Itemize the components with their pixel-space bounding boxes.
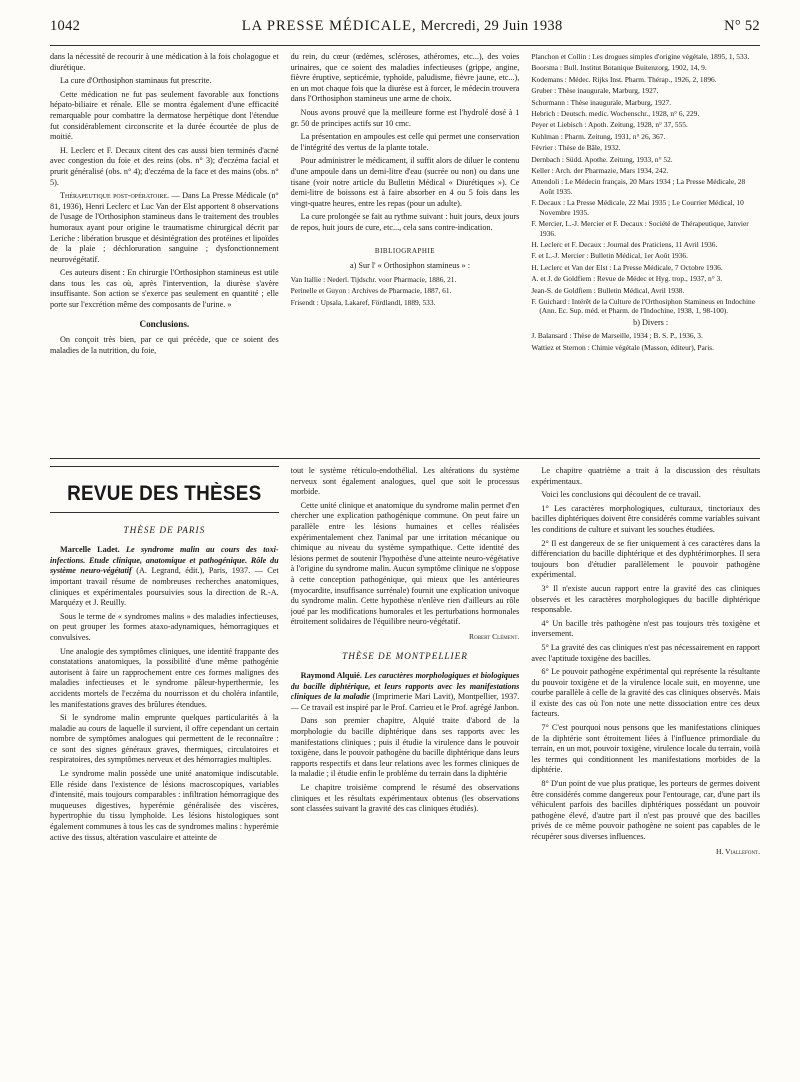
bibliography-entry: F. Mercier, L.-J. Mercier et F. Decaux : Société de Thérapeutique, Janvier 1936.: [531, 219, 749, 238]
running-head: [50, 18, 760, 38]
these-title: Les caractères morphologiques et biologiques du bacille diphtérique, et leurs rapports avec les manifestations cliniques de la maladie: [290, 671, 520, 702]
signature: H. Viallefont.: [715, 846, 761, 856]
bibliography-entry: F. et L.-J. Mercier : Bulletin Médical, 1er Août 1936.: [531, 251, 688, 261]
conclusion-item: 5° La gravité des cas cliniques n'est pas nécessairement en rapport avec l'aptitude toxigène des bacilles.: [531, 642, 761, 663]
paragraph: On conçoit très bien, par ce qui précède, que ce soient des maladies de la nutrition, du foie,: [50, 335, 279, 355]
bibliography-entry: Peyer et Liebisch : Apoth. Zeitung, 1928, n° 37, 555.: [531, 120, 688, 130]
bibliography-entry: Frisendt : Upsala, Lakaref, Fördlandl, 1889, 533.: [290, 297, 436, 307]
conclusion-item: 3° Il n'existe aucun rapport entre la gravité des cas cliniques observés et les caractères morphologiques du bacille diphtérique responsable.: [531, 583, 761, 615]
bibliography-entry: Kodemans : Médec. Rijks Inst. Pharm. Thérap., 1926, 2, 1896.: [531, 74, 717, 84]
issue-date: Mercredi, 29 Juin 1938: [420, 18, 563, 34]
conclusion-item: 7° C'est pourquoi nous pensons que les manifestations cliniques de la diphtérie sont étroitement liées à l'influence primordiale du terrain, en un mot, pouvoir toxigène, virulence locale du terrain, voilà les termes qui conditionnent les manifestations morbides de la diphtérie.: [531, 723, 761, 775]
these-entry: [291, 671, 520, 713]
bibliography-entry: H. Leclerc et Van der Elst : La Presse Médicale, 7 Octobre 1936.: [531, 262, 723, 272]
revue-title: REVUE DES THÈSES: [67, 482, 262, 505]
paragraph: Si le syndrome malin emprunte quelques particularités à la maladie au cours de laquelle il survient, il offre cependant un certain nombre de symptômes analogues qui permettent de le reconnaître : ce sont des signes généraux graves, thermiques, circulatoires et respiratoires, des symptômes nerveux et des hémorragies multiples.: [50, 713, 279, 765]
bibliography-subheading: a) Sur l' « Orthosiphon stamineus » :: [350, 261, 470, 271]
bibliography-entry: Wattiez et Sternon : Chimie végétale (Masson, éditeur), Paris.: [531, 342, 715, 352]
bibliography-entry: F. Decaux : La Presse Médicale, 22 Mai 1935 ; Le Courrier Médical, 10 Novembre 1935.: [531, 198, 744, 217]
bibliography-entry: Jean-S. de Goldfiem : Bulletin Médical, Avril 1938.: [531, 285, 685, 295]
bibliography-entry: Boorsma : Bull. Institut Botanique Buitenzorg, 1902, 14, 9.: [531, 63, 707, 73]
top-column-3: [531, 52, 760, 452]
these-publication: (Imprimerie Mari Lavit), Montpellier, 1937. — Ce travail est inspiré par le Prof. Carrieu et le Prof. agrégé Janbon.: [290, 692, 520, 712]
paragraph: Cette unité clinique et anatomique du syndrome malin permet d'en chercher une explication pathogénique commune. On peut faire un parallèle entre les lésions humaines et celles réalisées expérimentalement chez l'animal par une irritation mécanique ou chimique au niveau du système sympathique. Cette identité des lésions permet de soutenir l'hypothèse d'une atteinte neuro-végétative à l'origine du syndrome malin. Aucun symptôme clinique ne s'oppose à cette conception pathogénique, qui mieux que les antérieures (myocardite, insuffisance surrénale) fournit une explication univoque du syndrome malin. Cette hypothèse n'enlève rien d'ailleurs au rôle joué par les modifications humorales et les perturbations hormonales étroitement solidaires de l'équilibre neuro-végétatif.: [290, 500, 520, 627]
paragraph: La cure prolongée se fait au rythme suivant : huit jours, deux jours de repos, huit jours de cure, etc..., cela sans contre-indication.: [290, 212, 520, 232]
journal-masthead: [242, 18, 563, 35]
bibliography-entry: A. et J. de Goldfiem : Revue de Médec et Hyg. trop., 1937, n° 3.: [531, 274, 723, 284]
paragraph: Le syndrome malin possède une unité anatomique indiscutable. Elle réside dans l'existence de lésions macroscopiques, variables d'intensité, mais toujours comparables : infiltration hémorragique des muqueuses digestives, hyperémie généralisée des viscères, hypertrophie du tissu lymphoïde. Les lésions histologiques sont également communes à tous les cas de syndromes malins : hyperémie active des tissus, altération vasculaire et atteinte de: [50, 769, 279, 842]
bibliography-entry: Keller : Arch. der Pharmazie, Mars 1934, 242.: [531, 166, 669, 176]
paragraph: La présentation en ampoules est celle qui permet une conservation de l'intégrité des vertus de la plante totale.: [290, 132, 520, 152]
top-column-2: [291, 52, 520, 452]
revue-rule: [50, 466, 279, 467]
bibliography-subheading: b) Divers :: [633, 317, 669, 327]
bibliography-entry: Van Itallie : Nederl. Tijdschr. voor Pharmacie, 1886, 21.: [290, 274, 457, 284]
bibliography-entry: J. Balansard : Thèse de Marseille, 1934 ; B. S. P., 1936, 3.: [531, 331, 703, 341]
bottom-column-2: [291, 466, 520, 1066]
page-number: 1042: [50, 18, 81, 34]
these-montpellier-heading: THÈSE DE MONTPELLIER: [342, 650, 468, 661]
top-column-1: [50, 52, 279, 452]
conclusion-item: 8° D'un point de vue plus pratique, les porteurs de germes doivent être considérés comme dangereux pour l'entourage, car, d'une part ils véhiculent parfois des bacilles diphtériques possédant un pouvoir pathogène élevé, d'autre part il n'est pas prouvé que des bacilles privés de ce même pouvoir pathogène ne soient pas capables de le récupérer sous diverses influences.: [531, 779, 761, 841]
run-in-heading: Thérapeutique post-opératoire.: [60, 191, 170, 201]
these-entry: [50, 545, 279, 609]
these-author: Marcelle Ladet.: [60, 545, 120, 555]
signature: Robert Clément.: [469, 631, 520, 641]
revue-des-theses: [50, 466, 760, 1066]
paragraph: La cure d'Orthosiphon staminaus fut prescrite.: [60, 76, 212, 86]
journal-title: LA PRESSE MÉDICALE,: [241, 18, 417, 34]
paragraph: Une analogie des symptômes cliniques, une identité frappante des constatations anatomiques, la possibilité d'une même pathogénie autorisent à faire un rapprochement entre ces formes malignes des maladies infectieuses et le syndrome pâleur-hyperthermie, les accidents mortels de l'eczéma du nourrisson et du choléra infantile, les manifestations graves des brûlures étendues.: [50, 646, 279, 709]
paragraph: Voici les conclusions qui découlent de ce travail.: [541, 490, 701, 500]
article-orthosiphon: [50, 52, 760, 452]
header-rule: [50, 45, 760, 46]
paragraph: Le chapitre quatrième a trait à la discussion des résultats expérimentaux.: [531, 466, 761, 486]
bibliography-heading: BIBLIOGRAPHIE: [374, 246, 436, 255]
bottom-column-3: [531, 466, 760, 1066]
bibliography-entry: F. Guichard : Intérêt de la Culture de l'Orthosiphon Stamineus en Indochine (Ann. Ec. Sup. méd. et Pharm. de l'Indochine, 1938, 1, 98-100).: [531, 296, 755, 316]
paragraph: Cette médication ne fut pas seulement favorable aux fonctions hépato-biliaire et rénale. Elle se montra également d'une efficacité remarquable pour combattre la dermatose herpétique dont l'étendue fut considérablement circonscrite et la durée écourtée de plus de moitié.: [50, 89, 279, 142]
paragraph: Sous le terme de « syndromes malins » des maladies infectieuses, on peut grouper les formes ataxo-adynamiques, hémorragiques et convulsives.: [50, 611, 279, 642]
paragraph: [50, 191, 279, 265]
conclusion-item: 1° Les caractères morphologiques, culturaux, tinctoriaux des bacilles diphtériques doivent être considérés comme variables suivant les conditions de culture et suivant les souches étudiées.: [531, 503, 761, 534]
paragraph: du rein, du cœur (œdèmes, scléroses, athéromes, etc...), des voies urinaires, que ce soient des maladies infectieuses (grippe, angine, fièvre éruptive, septicémie, typhoïde, paludisme, fièvre jaune, etc...), en un mot chaque fois que la diurèse est à forcer, le médecin trouvera dans l'Orthosiphon stamineus une arme de choix.: [290, 52, 520, 104]
bibliography-entry: Hebrich : Deutsch. medic. Wochenschr., 1928, n° 6, 229.: [531, 109, 700, 119]
revue-rule: [50, 512, 279, 513]
conclusion-item: 2° Il est dangereux de se fier uniquement à ces caractères dans la différenciation du bacille diphtérique et des dyphtérimorphes. Il sera toujours bon d'étudier parallèlement le pouvoir pathogène expérimental.: [531, 538, 761, 580]
these-author: Raymond Alquié.: [300, 671, 362, 681]
bibliography-entry: Février : Thèse de Bâle, 1932.: [531, 143, 621, 153]
paragraph: H. Leclerc et F. Decaux citent des cas aussi bien terminés d'acné avec congestion du foie et des reins (obs. n° 3); d'eczéma facial et prurit généralisé (obs. n° 4); d'eczéma de la face et des mains (obs. n° 5).: [50, 145, 279, 187]
bibliography-entry: Perinelle et Guyon : Archives de Pharmacie, 1887, 61.: [290, 286, 452, 296]
bibliography-entry: Dernbach : Südd. Apothe. Zeitung, 1933, n° 52.: [531, 154, 673, 164]
conclusions-heading: Conclusions.: [139, 318, 190, 329]
issue-number: N° 52: [724, 18, 760, 34]
bibliography-entry: H. Leclerc et F. Decaux : Journal des Praticiens, 11 Avril 1936.: [531, 239, 718, 249]
section-divider: [50, 458, 760, 459]
paragraph: Dans son premier chapitre, Alquié traite d'abord de la morphologie du bacille diphtérique dans ses rapports avec les manifestations cliniques ; puis il étudie la virulence dans le pouvoir toxigène, dans le pouvoir pathogène du bacille diphtérique dans leurs rapports respectifs et dans leur relations avec les formes cliniques de la maladie ; il étudie enfin le problème du terrain dans la diphtérie: [290, 716, 520, 779]
paragraph: tout le système réticulo-endothélial. Les altérations du système nerveux sont également analogues, quel que soit le processus morbide.: [290, 466, 520, 497]
conclusion-item: 4° Un bacille très pathogène n'est pas toujours très toxigène et inversement.: [531, 618, 761, 639]
these-title: Le syndrome malin au cours des toxi-infections. Etude clinique, anatomique et pathogénique. Rôle du système neuro-végétatif: [50, 545, 279, 576]
bibliography-entry: Attendoli : Le Médecin français, 20 Mars 1934 ; La Presse Médicale, 28 Août 1935.: [531, 177, 746, 196]
these-publication: (A. Legrand, édit.), Paris, 1937. — Cet important travail résume de nombreuses recherches anatomiques, cliniques et expérimentales poursuivies sous la direction de R.-A. Marquézy et J. Reuilly.: [50, 566, 279, 608]
bottom-column-1: [50, 466, 279, 1066]
bibliography-entry: Planchon et Collin : Les drogues simples d'origine végétale, 1895, 1, 533.: [531, 52, 750, 61]
paragraph: Nous avons prouvé que la meilleure forme est l'hydrolé dosé à 1 gr. 50 de principes actifs sur 10 cmc.: [290, 107, 520, 128]
conclusion-item: 6° Le pouvoir pathogène expérimental qui représente la résultante du pouvoir toxigène et de la virulence locale suit, en moyenne, une courbe parallèle à celle de la gravité des cas cliniques observés. Mais il existe des cas où l'on note une nette dissociation entre ces deux facteurs.: [531, 667, 761, 719]
paragraph: Ces auteurs disent : En chirurgie l'Orthosiphon stamineus est utile dans tous les cas où, après l'intervention, la diurèse s'avère insuffisante. Son action se s'exerce pas seulement en quantité ; elle porte sur l'excrétion même des composants de l'urine. »: [50, 268, 279, 310]
paragraph: dans la nécessité de recourir à une médication à la fois cholagogue et diurétique.: [50, 52, 279, 72]
bibliography-entry: Gruber : Thèse inaugurale, Marburg, 1927.: [531, 86, 659, 96]
bibliography-entry: Kuhlman : Pharm. Zeitung, 1931, n° 26, 367.: [531, 131, 666, 141]
bibliography-entry: Schurmann : Thèse inaugurale, Marburg, 1927.: [531, 97, 672, 107]
paragraph-text: — Dans La Presse Médicale (n° 81, 1936), Henri Leclerc et Luc Van der Elst apportent 8 observations de l'usage de l'Orthosiphon stamineus dans le traitement des troubles humoraux ayant pour origine le traumatisme chirurgical décrit par Leriche : libération brusque et désintégration des protéines et lipoïdes de la plaie ; déchloruration sanguine ; dysfonctionnement neurovégétatif.: [50, 191, 279, 264]
paragraph: Pour administrer le médicament, il suffit alors de diluer le contenu d'une ampoule dans un demi-litre d'eau (sucrée ou non) ou dans une tisane (voir notre article du Bulletin Médical « Diurétiques »). Ce demi-litre de boissons est à faire absorber en 4 ou 5 fois dans les vingt-quatre heures, entre les repas (pour un adulte).: [290, 156, 520, 208]
paragraph: Le chapitre troisième comprend le résumé des observations cliniques et les résultats expérimentaux obtenus (les observations sont classées suivant la gravité des cas cliniques étudiés).: [290, 783, 520, 814]
these-paris-heading: THÈSE DE PARIS: [123, 524, 206, 535]
